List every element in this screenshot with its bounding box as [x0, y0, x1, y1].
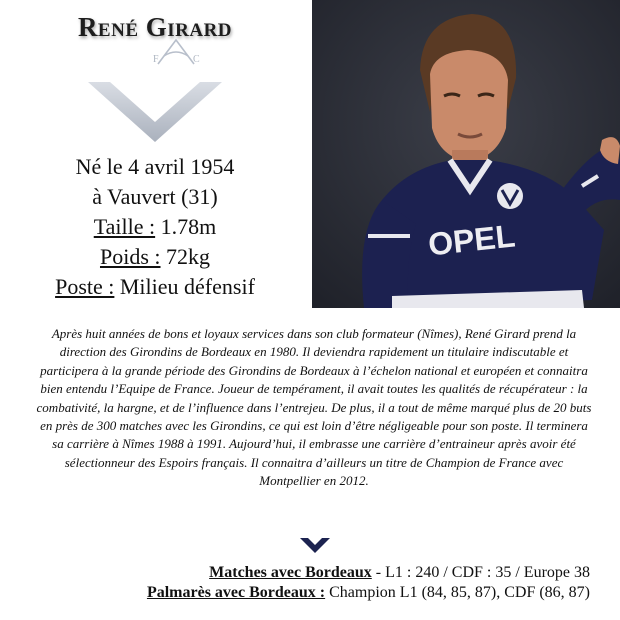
palmares-row	[60, 583, 590, 603]
chevron-down-small-icon	[300, 538, 330, 554]
birth-date: Né le 4 avril 1954	[75, 154, 235, 179]
player-photo	[312, 0, 620, 308]
matches-row	[60, 563, 590, 583]
height-label: Taille :	[93, 214, 156, 239]
weight-row	[20, 242, 290, 272]
career-stats	[60, 563, 590, 603]
chevron-down-icon	[88, 80, 222, 144]
logo-letter-c: C	[193, 54, 200, 65]
player-info	[20, 152, 290, 302]
jersey-sponsor: OPEL	[426, 217, 517, 263]
player-name: René Girard	[77, 12, 233, 42]
height-value: 1.78m	[160, 214, 217, 239]
position-value: Milieu défensif	[119, 274, 255, 299]
palmares-label: Palmarès avec Bordeaux :	[146, 584, 326, 601]
weight-label: Poids :	[99, 244, 161, 269]
player-photo-image	[312, 0, 620, 308]
position-label: Poste :	[55, 274, 115, 299]
matches-value: - L1 : 240 / CDF : 35 / Europe 38	[371, 564, 590, 581]
club-logo-icon	[136, 38, 216, 70]
weight-value: 72kg	[166, 244, 211, 269]
palmares-value: Champion L1 (84, 85, 87), CDF (86, 87)	[325, 584, 590, 601]
position-row	[20, 272, 290, 302]
height-row	[20, 212, 290, 242]
logo-letter-f: F	[153, 54, 159, 65]
birth-place: à Vauvert (31)	[92, 184, 218, 209]
player-biography: Après huit années de bons et loyaux services dans son club formateur (Nîmes), René Girard prend la direction des Girondins de Bordeaux en 1980. Il deviendra rapidement un titulaire indiscutable et participera à la grande période des Girondins de Bordeaux à l’échelon national et européen et connaitra bien entendu l’Equipe de France. Joueur de tempérament, il avait toutes les qualités de récupérateur : la combativité, la hargne, et de l’influence dans l’entrejeu. De plus, il a tout de même marqué plus de 20 buts en près de 300 matches avec les Girondins, ce qui est loin d’être négligeable pour son poste. Il terminera sa carrière à Nîmes 1988 à 1991. Aujourd’hui, il embrasse une carrière d’entraineur après avoir été sélectionneur des Espoirs français. Il connaitra d’ailleurs un titre de Champion de France avec Montpellier en 2012.	[36, 326, 592, 489]
matches-label: Matches avec Bordeaux	[209, 564, 372, 581]
